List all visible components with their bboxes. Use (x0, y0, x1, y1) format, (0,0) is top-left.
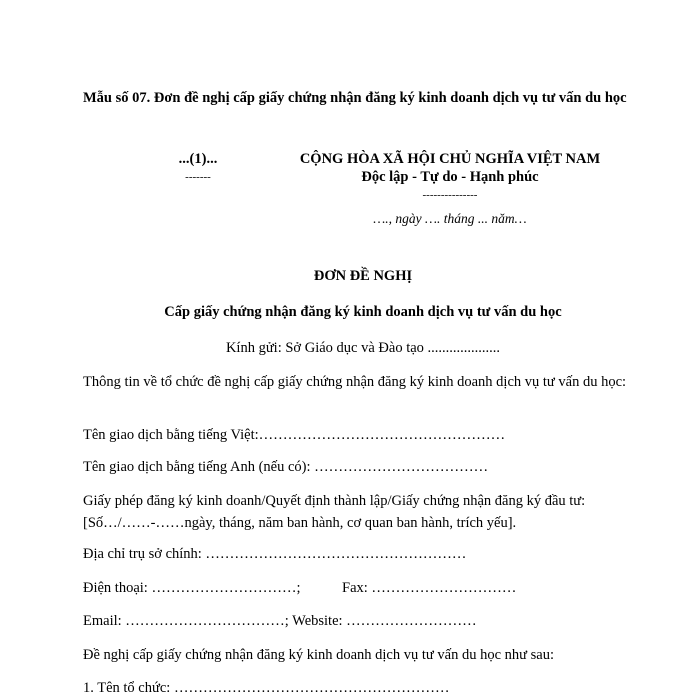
organization-rule: ------- (185, 171, 211, 183)
date-line: …., ngày …. tháng ... năm… (373, 211, 527, 226)
license-field: Giấy phép đăng ký kinh doanh/Quyết định thành lập/Giấy chứng nhận đăng ký đầu tư: [Số…/……-……ngày, tháng, năm ban hành, cơ quan ban hành, trích yếu]. (83, 493, 586, 531)
email-website-field: Email: ……………………………; Website: ……………………… (83, 613, 477, 629)
intro-paragraph: Thông tin về tổ chức đề nghị cấp giấy chứng nhận đăng ký kinh doanh dịch vụ tư vấn du học: (83, 374, 627, 390)
organization-placeholder: ...(1)... (178, 151, 218, 167)
motto-rule: --------------- (422, 189, 478, 201)
request-line: Đề nghị cấp giấy chứng nhận đăng ký kinh doanh dịch vụ tư vấn du học như sau: (83, 647, 554, 663)
document-title: ĐƠN ĐỀ NGHỊ (313, 268, 413, 284)
form-title: Mẫu số 07. Đơn đề nghị cấp giấy chứng nhận đăng ký kinh doanh dịch vụ tư vấn du học (83, 90, 627, 106)
vietnamese-name-field: Tên giao dịch bằng tiếng Việt:…………………………………………… (83, 427, 506, 443)
phone-field: Điện thoại: …………………………; (83, 580, 301, 596)
addressee-line: Kính gửi: Sở Giáo dục và Đào tạo .................... (225, 340, 501, 356)
organization-name-item: 1. Tên tổ chức: ………………………………………………… (83, 680, 450, 696)
national-motto: Độc lập - Tự do - Hạnh phúc (361, 169, 539, 185)
nation-name: CỘNG HÒA XÃ HỘI CHỦ NGHĨA VIỆT NAM (299, 151, 601, 167)
english-name-field: Tên giao dịch bằng tiếng Anh (nếu có): ……………………………… (83, 459, 489, 475)
address-field: Địa chỉ trụ sở chính: ……………………………………………… (83, 546, 467, 562)
fax-field: Fax: ………………………… (342, 580, 517, 596)
document-subtitle: Cấp giấy chứng nhận đăng ký kinh doanh dịch vụ tư vấn du học (164, 304, 562, 320)
